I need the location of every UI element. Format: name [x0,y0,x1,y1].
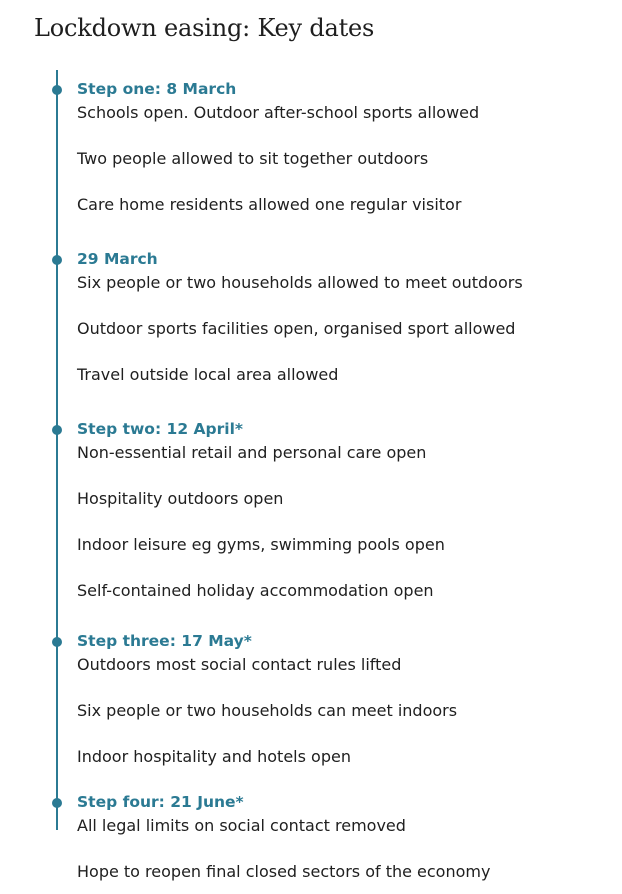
timeline-marker [52,637,62,647]
timeline-item: Indoor hospitality and hotels open [77,747,351,766]
timeline-item: Outdoor sports facilities open, organised sport allowed [77,319,516,338]
timeline-item: Hospitality outdoors open [77,489,284,508]
timeline-item: Indoor leisure eg gyms, swimming pools open [77,535,445,554]
page-title: Lockdown easing: Key dates [34,14,375,42]
step-heading: 29 March [77,250,158,268]
timeline-item: Hope to reopen final closed sectors of the economy [77,862,491,881]
timeline-item: Non-essential retail and personal care open [77,443,427,462]
step-heading: Step one: 8 March [77,80,237,98]
timeline-marker [52,425,62,435]
timeline-item: Self-contained holiday accommodation open [77,581,434,600]
timeline-item: Travel outside local area allowed [77,365,339,384]
timeline-item: Schools open. Outdoor after-school sports allowed [77,103,480,122]
timeline-item: Outdoors most social contact rules lifted [77,655,402,674]
timeline-item: Care home residents allowed one regular visitor [77,195,462,214]
timeline-item: Six people or two households can meet indoors [77,701,458,720]
timeline-marker [52,85,62,95]
timeline-item: All legal limits on social contact removed [77,816,406,835]
timeline-line [56,70,58,830]
step-heading: Step four: 21 June* [77,793,244,811]
timeline-marker [52,798,62,808]
timeline-marker [52,255,62,265]
step-heading: Step two: 12 April* [77,420,243,438]
step-heading: Step three: 17 May* [77,632,252,650]
timeline-item: Six people or two households allowed to meet outdoors [77,273,523,292]
timeline-item: Two people allowed to sit together outdoors [77,149,429,168]
